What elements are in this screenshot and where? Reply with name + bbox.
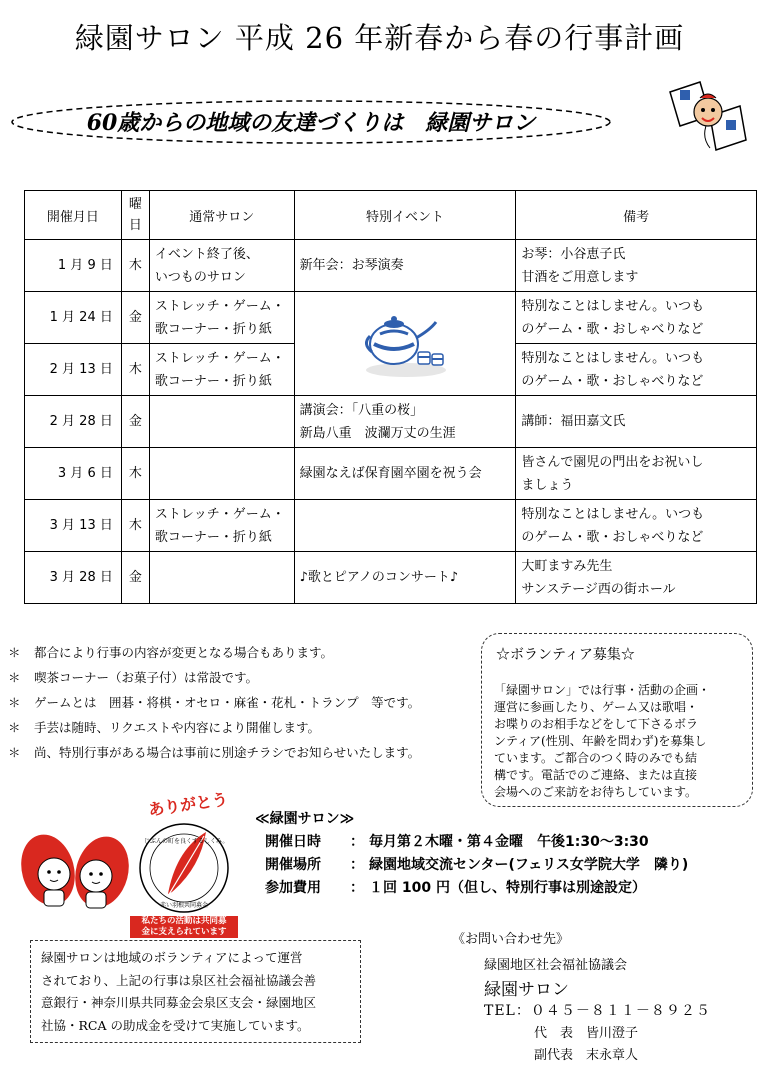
schedule-table [24, 190, 757, 604]
cell-date: 1 月 24 日 [25, 292, 122, 344]
header-date: 開催月日 [25, 191, 122, 240]
note-marker: ＊ [8, 645, 21, 660]
cell-day: 木 [121, 448, 149, 500]
slogan-banner [8, 98, 614, 146]
cell-special [294, 552, 516, 604]
note-marker: ＊ [8, 695, 21, 710]
cell-notes [516, 292, 757, 344]
cell-line: 講師：福田嘉文氏 [521, 414, 626, 429]
note-item [8, 665, 478, 690]
cell-special-teapot [294, 292, 516, 396]
table-row [25, 396, 757, 448]
cell-line: ストレッチ・ゲーム・ [154, 506, 285, 522]
cell-line: ストレッチ・ゲーム・ [154, 350, 285, 366]
salon-info-sep: ： [350, 880, 364, 896]
cell-day: 木 [121, 500, 149, 552]
cell-regular [149, 240, 294, 292]
badge-caption-1: 私たちの活動は共同募 [141, 916, 227, 926]
cell-line: 新年会：お琴演奏 [299, 258, 404, 273]
tel-number: ０４５－８１１－８９２５ [530, 1003, 711, 1019]
slogan-text: 60歳からの地域の友達づくりは 緑園サロン [86, 110, 536, 136]
cell-notes [516, 500, 757, 552]
funding-note-box [30, 940, 361, 1043]
volunteer-line: ています。ご都合のつく時のみでも結 [494, 751, 698, 765]
salon-info-value: 緑園地域交流センター(フェリス女学院大学 隣り) [369, 857, 689, 873]
salon-info-sep: ： [350, 834, 364, 850]
cell-notes [516, 552, 757, 604]
cell-line: 新島八重 波瀾万丈の生涯 [299, 425, 456, 441]
volunteer-line: お喋りのお相手などをして下さるボラ [494, 717, 699, 731]
funding-line: 社協・RCA の助成金を受けて実施しています。 [41, 1017, 310, 1033]
cell-day: 木 [121, 344, 149, 396]
cell-notes [516, 448, 757, 500]
funding-line: されており、上記の行事は泉区社会福祉協議会善 [41, 972, 317, 988]
note-text: 都合により行事の内容が変更となる場合もあります。 [34, 645, 334, 660]
volunteer-line: ンティア(性別、年齢を問わず)を募集し [494, 734, 707, 748]
teapot-icon [360, 300, 450, 380]
note-text: 手芸は随時、リクエストや内容により開催します。 [34, 720, 321, 735]
cell-line: 甘酒をご用意します [521, 269, 639, 285]
cell-special [294, 500, 516, 552]
cell-regular [149, 448, 294, 500]
cell-line: イベント終了後、 [154, 246, 259, 262]
cell-date: 3 月 6 日 [25, 448, 122, 500]
cell-date: 2 月 13 日 [25, 344, 122, 396]
rep-label: 代 表 [534, 1026, 574, 1041]
cell-day: 木 [121, 240, 149, 292]
note-text: ゲームとは 囲碁・将棋・オセロ・麻雀・花札・トランプ 等です。 [34, 695, 421, 710]
salon-heading: ≪緑園サロン≫ [255, 811, 355, 827]
volunteer-line: 運営に参画したり、ゲーム又は歌唱・ [494, 700, 699, 714]
notes-list [8, 640, 478, 765]
cell-line: 講演会：「八重の桜」 [299, 402, 424, 418]
cell-line: のゲーム・歌・おしゃべりなど [521, 529, 704, 545]
ring-text: じぶんの町を良くするしくみ。 [144, 838, 229, 845]
volunteer-box [481, 633, 753, 807]
note-text: 尚、特別行事がある場合は事前に別途チラシでお知らせいたします。 [34, 745, 421, 760]
salon-info-label: 開催日時 [265, 834, 321, 850]
contact-block [452, 928, 752, 1066]
cell-line: サンステージ西の街ホール [521, 581, 676, 597]
funding-line: 緑園サロンは地域のボランティアによって運営 [41, 950, 303, 965]
cell-special [294, 396, 516, 448]
org-text: 赤い羽根共同募金 [159, 902, 208, 909]
salon-info-value: １回 100 円（但し、特別行事は別途設定） [369, 880, 646, 896]
cell-date: 3 月 28 日 [25, 552, 122, 604]
salon-info-sep: ： [350, 857, 364, 873]
cell-line: ♪歌とピアノのコンサート♪ [299, 570, 459, 585]
volunteer-text [494, 682, 744, 801]
table-row [25, 240, 757, 292]
note-item [8, 690, 478, 715]
cell-line: お琴：小谷恵子氏 [521, 246, 626, 262]
salon-info-row [255, 831, 755, 854]
red-feather-badge [124, 790, 244, 938]
cell-line: 緑園なえば保育園卒園を祝う会 [299, 466, 482, 481]
cell-line: 皆さんで園児の門出をお祝いし [521, 454, 704, 470]
funding-note-text [41, 947, 359, 1037]
cell-notes [516, 344, 757, 396]
contact-org: 緑園地区社会福祉協議会 [484, 958, 628, 973]
cell-notes [516, 240, 757, 292]
cell-regular [149, 292, 294, 344]
salon-info-label: 参加費用 [265, 880, 321, 896]
cell-line: 歌コーナー・折り紙 [154, 373, 272, 389]
funding-line: 意銀行・神奈川県共同募金会泉区支会・緑園地区 [41, 995, 317, 1010]
cell-line: 特別なことはしません。いつも [521, 350, 705, 366]
header-regular: 通常サロン [149, 191, 294, 240]
contact-tel [452, 1000, 752, 1022]
note-marker: ＊ [8, 670, 21, 685]
cell-day: 金 [121, 396, 149, 448]
table-row [25, 292, 757, 344]
cell-line: ストレッチ・ゲーム・ [154, 298, 285, 314]
note-marker: ＊ [8, 745, 21, 760]
cell-date: 3 月 13 日 [25, 500, 122, 552]
note-item [8, 740, 478, 765]
volunteer-line: 会場へのご来訪をお待ちしています。 [494, 785, 698, 799]
tel-label: TEL： [484, 1003, 531, 1019]
contact-rep [452, 1022, 752, 1044]
volunteer-line: 「緑園サロン」では行事・活動の企画・ [494, 683, 711, 697]
cell-regular [149, 500, 294, 552]
header-special: 特別イベント [294, 191, 516, 240]
note-marker: ＊ [8, 720, 21, 735]
mascots-icon [18, 828, 133, 913]
cell-special [294, 448, 516, 500]
cell-regular [149, 344, 294, 396]
note-item [8, 715, 478, 740]
cell-day: 金 [121, 552, 149, 604]
cell-regular [149, 552, 294, 604]
note-item [8, 640, 478, 665]
cell-line: 特別なことはしません。いつも [521, 506, 705, 522]
page-title: 緑園サロン 平成 26 年新春から春の行事計画 [74, 21, 685, 55]
salon-info-row [255, 854, 755, 877]
cell-line: ましょう [521, 477, 574, 493]
note-text: 喫茶コーナー（お菓子付）は常設です。 [34, 670, 259, 685]
salon-info [255, 808, 755, 900]
header-notes: 備考 [516, 191, 757, 240]
cell-date: 2 月 28 日 [25, 396, 122, 448]
cell-notes [516, 396, 757, 448]
cell-line: 特別なことはしません。いつも [521, 298, 705, 314]
kite-mascot-icon [666, 76, 748, 156]
cell-day: 金 [121, 292, 149, 344]
salon-info-row [255, 877, 755, 900]
table-row [25, 500, 757, 552]
header-day: 曜日 [121, 191, 149, 240]
contact-vice [452, 1044, 752, 1066]
salon-info-label: 開催場所 [265, 857, 321, 873]
table-row [25, 448, 757, 500]
rep-name: 皆川澄子 [586, 1026, 639, 1041]
vice-name: 末永章人 [586, 1048, 639, 1063]
arigato-text: ありがとう [147, 789, 230, 820]
volunteer-title: ☆ボランティア募集☆ [496, 647, 635, 663]
cell-line: いつものサロン [154, 269, 246, 285]
cell-line: 歌コーナー・折り紙 [154, 321, 272, 337]
cell-date: 1 月 9 日 [25, 240, 122, 292]
cell-special [294, 240, 516, 292]
cell-line: のゲーム・歌・おしゃべりなど [521, 321, 704, 337]
volunteer-line: 構です。電話でのご連絡、または直接 [494, 768, 698, 782]
contact-heading: 《お問い合わせ先》 [452, 932, 570, 947]
badge-caption-2: 金に支えられています [141, 927, 227, 937]
table-header-row [25, 191, 757, 240]
contact-name: 緑園サロン [484, 980, 569, 1000]
table-row [25, 552, 757, 604]
cell-regular [149, 396, 294, 448]
cell-line: のゲーム・歌・おしゃべりなど [521, 373, 704, 389]
cell-line: 大町ますみ先生 [521, 558, 613, 574]
vice-label: 副代表 [534, 1048, 574, 1063]
cell-line: 歌コーナー・折り紙 [154, 529, 272, 545]
salon-info-value: 毎月第２木曜・第４金曜 午後1:30～3:30 [369, 834, 649, 850]
